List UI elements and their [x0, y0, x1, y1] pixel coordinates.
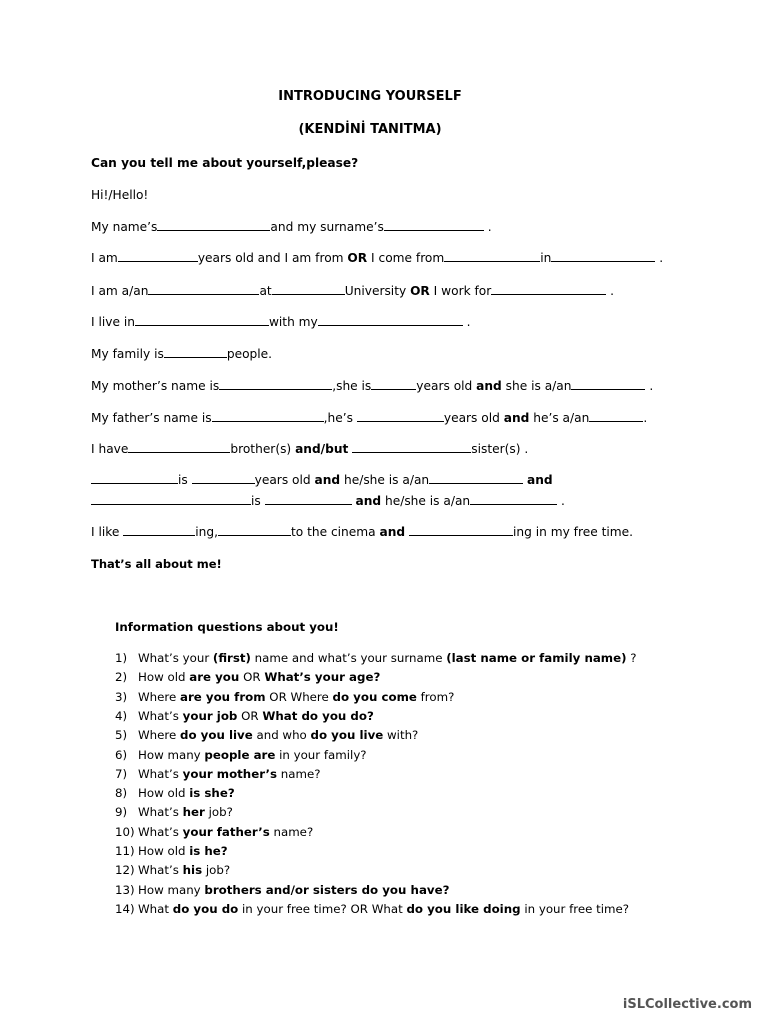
line-name: My name’s and my surname’s .	[91, 220, 492, 234]
question-text: How old	[138, 786, 190, 801]
question-item	[115, 766, 321, 782]
question-text-bold: your mother’s	[182, 766, 278, 781]
question-item	[115, 882, 449, 898]
worksheet-title: INTRODUCING YOURSELF	[278, 89, 462, 104]
question-text-bold: your job	[182, 708, 238, 723]
question-item	[115, 862, 230, 878]
question-text-bold: brothers and/or sisters do you have?	[204, 882, 450, 897]
question-text: What	[138, 901, 173, 916]
question-number: 3)	[115, 689, 128, 704]
questions-heading: Information questions about you!	[115, 620, 339, 634]
question-item	[115, 824, 313, 840]
question-text: in your family?	[275, 747, 367, 762]
line-greeting: Hi!/Hello!	[91, 188, 149, 202]
question-text-bold: people are	[204, 747, 276, 762]
question-text: OR	[237, 708, 263, 723]
question-item	[115, 727, 418, 743]
question-number: 9)	[115, 805, 128, 820]
question-text: job?	[202, 863, 231, 878]
line-family: My family is people.	[91, 347, 273, 361]
question-item	[115, 708, 374, 724]
line-live: I live in with my .	[91, 315, 471, 329]
question-number: 5)	[115, 728, 128, 743]
question-text-bold: What’s your age?	[264, 670, 381, 685]
question-text: How old	[138, 844, 190, 858]
question-text-bold: do you do	[172, 901, 239, 916]
question-text-bold: do you come	[332, 689, 417, 704]
question-text: What’s	[138, 863, 183, 878]
question-item	[115, 650, 637, 666]
question-text-bold: What do you do?	[262, 708, 374, 723]
line-father: My father’s name is ,he’s years old and he’s a/an .	[91, 411, 648, 425]
question-item	[115, 669, 380, 685]
question-text-bold: do you like doing	[406, 901, 521, 916]
prompt-question: Can you tell me about yourself,please?	[91, 156, 359, 170]
question-number: 2)	[115, 670, 128, 685]
question-text: Where	[138, 728, 180, 743]
question-text: How many	[138, 882, 205, 897]
line-hobbies: I like ing, to the cinema and ing in my free time.	[91, 525, 633, 539]
question-text-bold: are you	[189, 670, 240, 685]
question-number: 10)	[115, 824, 135, 839]
question-item	[115, 843, 228, 859]
question-number: 4)	[115, 708, 128, 723]
question-text-bold: are you from	[180, 689, 266, 704]
question-text: in your free time?	[520, 901, 630, 916]
question-number: 1)	[115, 651, 128, 665]
question-number: 7)	[115, 766, 128, 781]
question-item	[115, 747, 367, 763]
question-number: 12)	[115, 863, 135, 878]
question-text: What’s	[138, 805, 183, 820]
question-text: What’s your	[138, 651, 213, 665]
question-text-bold: (first)	[212, 651, 251, 665]
question-text-bold: your father’s	[182, 824, 270, 839]
question-number: 6)	[115, 747, 128, 762]
question-text: What’s	[138, 766, 183, 781]
question-text: in your free time? OR What	[238, 901, 407, 916]
question-text: What’s	[138, 824, 183, 839]
question-item	[115, 689, 454, 705]
question-text-bold: his	[182, 863, 203, 878]
question-text: OR	[239, 670, 265, 685]
question-text-bold: is he?	[189, 844, 228, 858]
question-text: with?	[383, 728, 419, 743]
question-text: name?	[269, 824, 314, 839]
question-number: 13)	[115, 882, 135, 897]
question-text: ?	[626, 651, 637, 665]
line-sibling-two: is and he/she is a/an .	[91, 493, 565, 509]
question-text-bold: do you live	[310, 728, 384, 743]
question-text: from?	[416, 689, 455, 704]
question-text: job?	[204, 805, 233, 820]
worksheet-subtitle: (KENDİNİ TANITMA)	[298, 122, 442, 137]
line-siblings-count: I have brother(s) and/but sister(s) .	[91, 442, 529, 456]
question-item	[115, 785, 235, 801]
question-text: What’s	[138, 708, 183, 723]
question-number: 11)	[115, 844, 135, 858]
footer-watermark: iSLCollective.com	[622, 997, 752, 1012]
question-text-bold: is she?	[189, 786, 235, 801]
question-text: name?	[277, 766, 321, 781]
question-item	[115, 901, 629, 917]
question-text: OR Where	[265, 689, 333, 704]
question-text-bold: her	[182, 805, 205, 820]
question-text: How many	[138, 747, 205, 762]
question-text-bold: do you live	[180, 728, 253, 743]
question-text-bold: (last name or family name)	[446, 651, 627, 665]
question-item	[115, 804, 233, 820]
question-text: How old	[138, 670, 190, 685]
line-age: I am years old and I am from OR I come from in .	[91, 251, 664, 265]
question-text: and who	[252, 728, 311, 743]
question-number: 14)	[115, 901, 135, 916]
question-number: 8)	[115, 786, 128, 801]
line-mother: My mother’s name is ,she is years old and she is a/an .	[91, 379, 654, 393]
closing-line: That’s all about me!	[91, 557, 222, 571]
line-sibling-one: is years old and he/she is a/an and	[91, 472, 553, 488]
line-job: I am a/an at University OR I work for .	[91, 284, 615, 298]
question-text: Where	[138, 689, 180, 704]
question-text: name and what’s your surname	[250, 651, 447, 665]
